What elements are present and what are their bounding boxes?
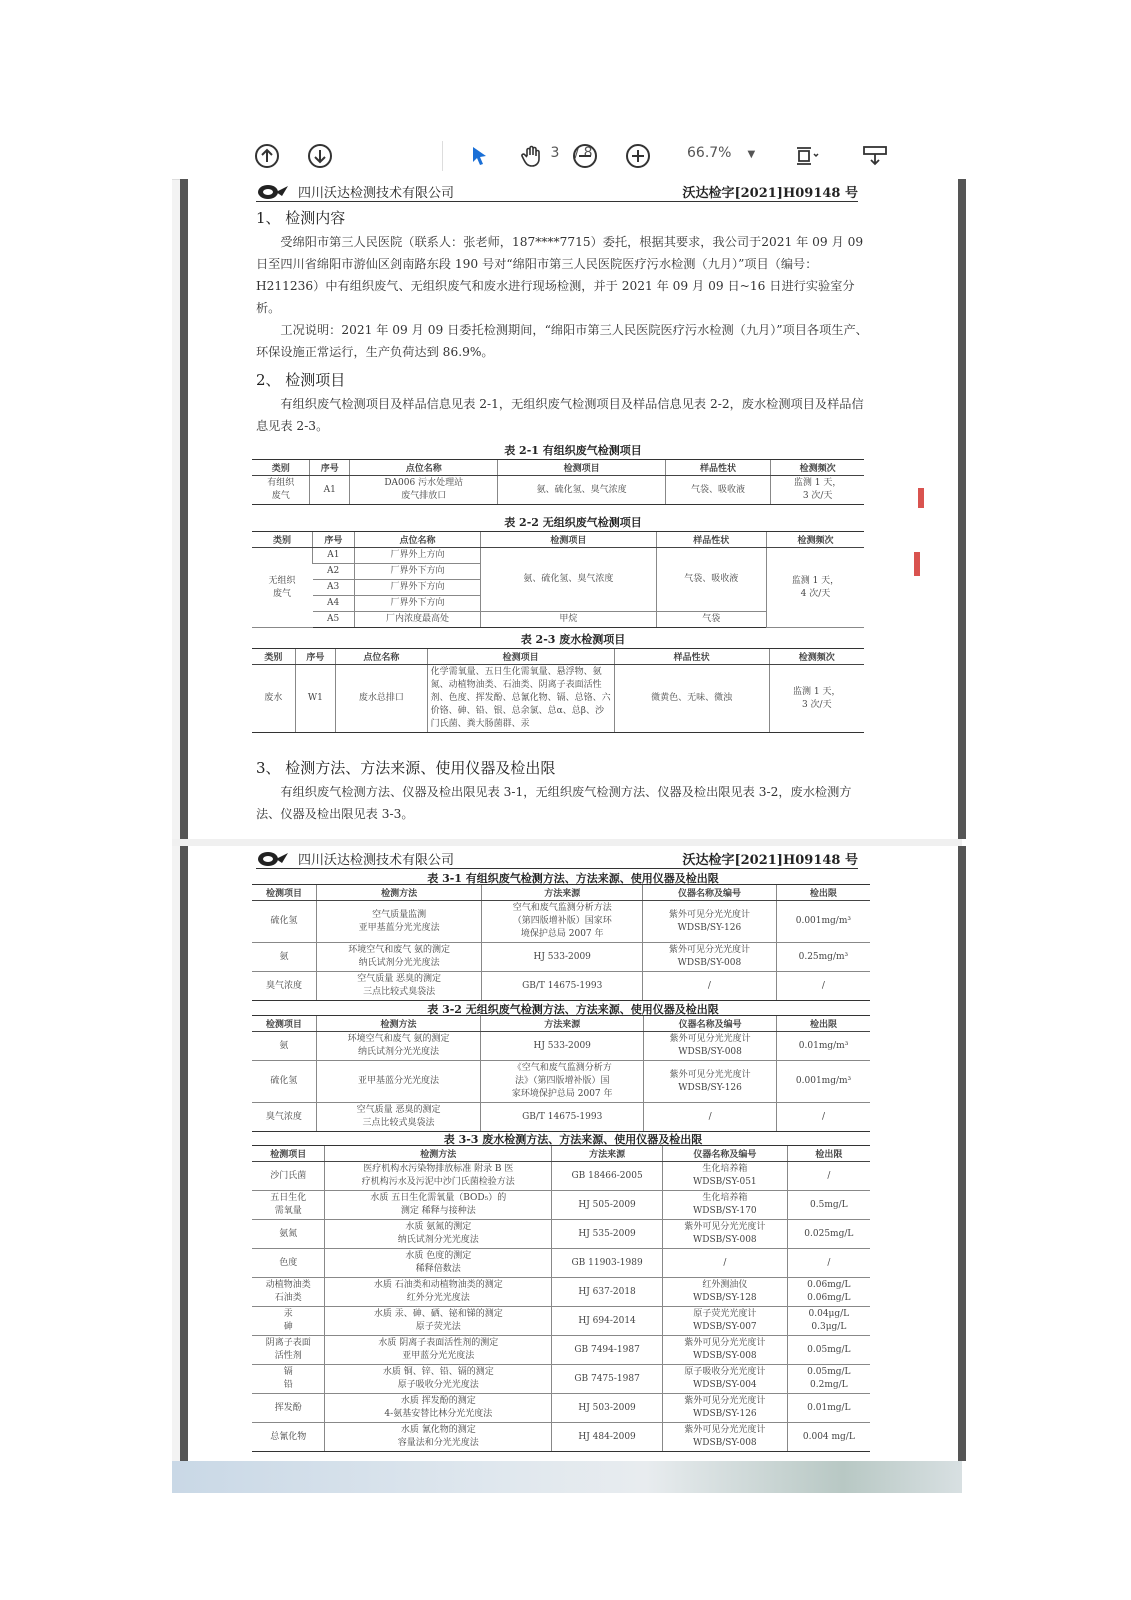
table-cell: / (776, 972, 870, 1001)
report-number: 沃达检字[2021]H09148 号 (682, 186, 858, 201)
table-row (252, 1103, 870, 1132)
page-total: / 8 (574, 145, 593, 161)
table-cell: 水质 石油类和动植物油类的测定 红外分光光度法 (325, 1278, 552, 1307)
table-cell: 微黄色、无味、微浊 (614, 665, 769, 733)
table-row (252, 1278, 870, 1307)
table-cell: 水质 铜、锌、铅、镉的测定 原子吸收分光光度法 (325, 1365, 552, 1394)
table-cell: 亚甲基蓝分光光度法 (316, 1061, 481, 1103)
table-cell: 废水 (252, 665, 295, 733)
table-header: 检测方法 (316, 1016, 481, 1032)
table-cell: 氨、硫化氢、臭气浓度 (481, 548, 656, 612)
table-header: 方法来源 (552, 1146, 663, 1162)
report-number: 沃达检字[2021]H09148 号 (682, 853, 858, 868)
table-row (252, 1162, 870, 1191)
section-title: 2、 检测项目 (256, 371, 346, 389)
table-cell: 氨、硫化氢、臭气浓度 (498, 476, 666, 505)
table-cell: 水质 阴离子表面活性剂的测定 亚甲蓝分光光度法 (325, 1336, 552, 1365)
table-row (252, 943, 870, 972)
table-cell: 0.004 mg/L (787, 1423, 870, 1452)
table-cell: 气袋、吸收液 (656, 548, 766, 612)
paragraph: 有组织废气检测方法、仪器及检出限见表 3-1，无组织废气检测方法、仪器及检出限见表 3-2，废水检测方法、仪器及检出限见表 3-3。 (256, 785, 852, 821)
table-cell: A5 (313, 612, 355, 628)
table-cell: 水质 氰化物的测定 容量法和分光光度法 (325, 1423, 552, 1452)
table-cell: HJ 694-2014 (552, 1307, 663, 1336)
zoom-select[interactable] (687, 145, 755, 161)
table-header: 仪器名称及编号 (663, 1146, 788, 1162)
table-cell: 总氰化物 (252, 1423, 325, 1452)
table-header: 方法来源 (482, 885, 643, 901)
document-page (180, 179, 966, 839)
table-header: 类别 (252, 460, 310, 476)
table-cell: 紫外可见分光光度计 WDSB/SY-008 (644, 1032, 777, 1061)
table-cell: / (663, 1249, 788, 1278)
zoom-out-button[interactable] (570, 141, 600, 171)
table-header: 类别 (252, 532, 313, 548)
paragraph: 有组织废气检测项目及样品信息见表 2-1，无组织废气检测项目及样品信息见表 2-2，废水检测项目及样品信息见表 2-3。 (256, 397, 864, 433)
table-row (252, 548, 864, 564)
table-cell: 0.04μg/L 0.3μg/L (787, 1307, 870, 1336)
table-cell: 氨氮 (252, 1220, 325, 1249)
company-logo-icon (256, 183, 290, 201)
table-2-2 (252, 531, 864, 628)
table-cell: GB 7494-1987 (552, 1336, 663, 1365)
table-header: 检测频次 (766, 532, 864, 548)
table-cell: 水质 五日生化需氧量（BOD₅）的 测定 稀释与接种法 (325, 1191, 552, 1220)
paragraph: 受绵阳市第三人民医院（联系人：张老师，187****7715）委托，根据其要求，我公司于2021 年 09 月 09 日至四川省绵阳市游仙区剑南路东段 190 号对“绵阳市第三人民医院医疗污水检测（九月）”项目（编号：H211236）中有组织废气、无组织废气和废水进行现场检测，并于 2021 年 09 月 09 日~16 日进行实验室分析。 (256, 235, 864, 315)
table-row (252, 1394, 870, 1423)
background-image-strip (172, 1461, 962, 1493)
table-cell: 紫外可见分光光度计 WDSB/SY-008 (643, 943, 777, 972)
section-title: 3、 检测方法、方法来源、使用仪器及检出限 (256, 759, 556, 777)
table-cell: 0.5mg/L (787, 1191, 870, 1220)
table-cell: 空气质量 恶臭的测定 三点比较式臭袋法 (316, 1103, 481, 1132)
zoom-in-button[interactable] (623, 141, 653, 171)
table-cell: 镉 铅 (252, 1365, 325, 1394)
table-row (252, 901, 870, 943)
table-cell: 0.05mg/L 0.2mg/L (787, 1365, 870, 1394)
table-cell: 空气质量监测 亚甲基蓝分光光度法 (317, 901, 482, 943)
table-row (252, 1249, 870, 1278)
table-cell: 原子荧光光度计 WDSB/SY-007 (663, 1307, 788, 1336)
table-cell: 有组织 废气 (252, 476, 310, 505)
previous-page-button[interactable] (252, 141, 282, 171)
table-cell: 医疗机构水污染物排放标准 附录 B 医 疗机构污水及污泥中沙门氏菌检验方法 (325, 1162, 552, 1191)
table-cell: 水质 色度的测定 稀释倍数法 (325, 1249, 552, 1278)
table-cell: 氨 (252, 1032, 316, 1061)
table-caption: 表 2-1 有组织废气检测项目 (504, 444, 642, 457)
table-cell: 阴离子表面 活性剂 (252, 1336, 325, 1365)
table-row (252, 1307, 870, 1336)
page-number-input[interactable]: 3 (550, 145, 560, 161)
table-caption: 表 3-2 无组织废气检测方法、方法来源、使用仪器及检出限 (427, 1003, 719, 1016)
table-caption: 表 2-3 废水检测项目 (520, 633, 626, 646)
table-cell: 厂界外上方向 (354, 548, 481, 564)
table-cell: 空气质量 恶臭的测定 三点比较式臭袋法 (317, 972, 482, 1001)
table-header: 检测项目 (427, 649, 614, 665)
table-header: 检测频次 (769, 649, 864, 665)
table-cell: GB 7475-1987 (552, 1365, 663, 1394)
table-header: 仪器名称及编号 (644, 1016, 777, 1032)
table-row (252, 1336, 870, 1365)
table-cell: HJ 535-2009 (552, 1220, 663, 1249)
table-cell: 厂界外下方向 (354, 564, 481, 580)
table-row (252, 972, 870, 1001)
table-caption: 表 3-1 有组织废气检测方法、方法来源、使用仪器及检出限 (427, 872, 719, 885)
page-header (256, 179, 858, 202)
table-cell: 废水总排口 (336, 665, 428, 733)
arrow-up-circle-icon (254, 143, 280, 169)
table-header: 点位名称 (354, 532, 481, 548)
table-header: 序号 (295, 649, 336, 665)
viewer-toolbar (172, 133, 962, 180)
table-cell: HJ 503-2009 (552, 1394, 663, 1423)
table-cell: 厂内浓度最高处 (354, 612, 481, 628)
table-cell: A2 (313, 564, 355, 580)
table-cell: A1 (313, 548, 355, 564)
table-header: 检测方法 (325, 1146, 552, 1162)
table-header: 样品性状 (665, 460, 770, 476)
table-cell: HJ 484-2009 (552, 1423, 663, 1452)
table-cell: GB/T 14675-1993 (482, 972, 643, 1001)
zoom-level: 66.7% (687, 145, 732, 161)
table-cell: 紫外可见分光光度计 WDSB/SY-126 (663, 1394, 788, 1423)
download-button[interactable] (860, 141, 890, 171)
table-header: 检测项目 (252, 1016, 316, 1032)
table-caption: 表 3-3 废水检测方法、方法来源、使用仪器及检出限 (443, 1133, 703, 1146)
table-row (252, 1061, 870, 1103)
table-2-1 (252, 459, 864, 505)
table-cell: 0.25mg/m³ (776, 943, 870, 972)
plus-circle-icon (625, 143, 651, 169)
table-cell: 厂界外下方向 (354, 596, 481, 612)
table-cell: 甲烷 (481, 612, 656, 628)
table-cell: 氨 (252, 943, 317, 972)
table-cell: GB 11903-1989 (552, 1249, 663, 1278)
table-cell: 空气和废气监测分析方法 （第四版增补版）国家环 境保护总局 2007 年 (482, 901, 643, 943)
table-cell: HJ 533-2009 (481, 1032, 644, 1061)
table-row (252, 1220, 870, 1249)
table-cell: 硫化氢 (252, 1061, 316, 1103)
table-header: 序号 (310, 460, 350, 476)
table-cell: 紫外可见分光光度计 WDSB/SY-126 (644, 1061, 777, 1103)
cursor-arrow-icon (466, 143, 492, 169)
table-cell: 0.05mg/L (787, 1336, 870, 1365)
table-cell: 红外测油仪 WDSB/SY-128 (663, 1278, 788, 1307)
table-cell: 《空气和废气监测分析方 法》（第四版增补版）国 家环境保护总局 2007 年 (481, 1061, 644, 1103)
table-cell: HJ 533-2009 (482, 943, 643, 972)
table-cell: 监测 1 天， 3 次/天 (771, 476, 864, 505)
table-cell: / (787, 1162, 870, 1191)
table-row (252, 665, 864, 733)
table-cell: 紫外可见分光光度计 WDSB/SY-008 (663, 1220, 788, 1249)
table-cell: 动植物油类 石油类 (252, 1278, 325, 1307)
table-cell: 硫化氢 (252, 901, 317, 943)
table-header: 检测方法 (317, 885, 482, 901)
table-cell: 化学需氧量、五日生化需氧量、悬浮物、氨氮、动植物油类、石油类、阴离子表面活性剂、色度、挥发酚、总氰化物、镉、总铬、六价铬、砷、铅、银、总余氯、总α、总β、沙门氏菌、粪大肠菌群、汞 (427, 665, 614, 733)
company-logo-icon (256, 850, 290, 868)
table-cell: 生化培养箱 WDSB/SY-051 (663, 1162, 788, 1191)
table-cell: DA006 污水处理站 废气排放口 (350, 476, 498, 505)
section-title: 1、 检测内容 (256, 209, 346, 227)
table-cell: 水质 挥发酚的测定 4-氨基安替比林分光光度法 (325, 1394, 552, 1423)
table-caption: 表 2-2 无组织废气检测项目 (504, 516, 642, 529)
table-cell: GB 18466-2005 (552, 1162, 663, 1191)
company-name: 四川沃达检测技术有限公司 (298, 186, 455, 201)
table-cell: 水质 氨氮的测定 纳氏试剂分光光度法 (325, 1220, 552, 1249)
table-cell: 0.025mg/L (787, 1220, 870, 1249)
table-cell: 紫外可见分光光度计 WDSB/SY-008 (663, 1336, 788, 1365)
next-page-button[interactable] (305, 141, 335, 171)
table-header: 检测频次 (771, 460, 864, 476)
table-header: 检测项目 (252, 1146, 325, 1162)
table-cell: 0.001mg/m³ (777, 1061, 870, 1103)
table-header: 方法来源 (481, 1016, 644, 1032)
download-icon (862, 143, 888, 169)
chevron-down-icon: ▼ (747, 149, 756, 160)
table-cell: 紫外可见分光光度计 WDSB/SY-008 (663, 1423, 788, 1452)
table-cell: 监测 1 天， 4 次/天 (766, 548, 864, 628)
table-cell: / (644, 1103, 777, 1132)
table-header: 样品性状 (614, 649, 769, 665)
table-cell: 0.01mg/m³ (777, 1032, 870, 1061)
table-cell: A1 (310, 476, 350, 505)
table-cell: GB/T 14675-1993 (481, 1103, 644, 1132)
page-fit-icon (794, 143, 820, 169)
company-name: 四川沃达检测技术有限公司 (298, 853, 455, 868)
table-cell: 环境空气和废气 氨的测定 纳氏试剂分光光度法 (317, 943, 482, 972)
table-cell: 0.06mg/L 0.06mg/L (787, 1278, 870, 1307)
table-cell: 厂界外下方向 (354, 580, 481, 596)
table-header: 仪器名称及编号 (643, 885, 777, 901)
arrow-down-circle-icon (307, 143, 333, 169)
table-cell: 汞 砷 (252, 1307, 325, 1336)
table-header: 样品性状 (656, 532, 766, 548)
table-header: 点位名称 (350, 460, 498, 476)
table-cell: 无组织 废气 (252, 548, 313, 628)
table-cell: / (787, 1249, 870, 1278)
table-cell: 臭气浓度 (252, 972, 317, 1001)
table-header: 检出限 (777, 1016, 870, 1032)
toolbar-divider (442, 141, 443, 171)
select-tool-button[interactable] (464, 141, 494, 171)
table-cell: 紫外可见分光光度计 WDSB/SY-126 (643, 901, 777, 943)
table-cell: 原子吸收分光光度计 WDSB/SY-004 (663, 1365, 788, 1394)
table-cell: 色度 (252, 1249, 325, 1278)
table-3-1 (252, 884, 870, 1001)
table-3-3 (252, 1145, 870, 1452)
table-cell: 0.001mg/m³ (776, 901, 870, 943)
table-cell: 0.01mg/L (787, 1394, 870, 1423)
table-header: 检测项目 (498, 460, 666, 476)
table-cell: 气袋 (656, 612, 766, 628)
stamp-mark (918, 488, 924, 508)
page-header (256, 846, 858, 869)
table-header: 点位名称 (336, 649, 428, 665)
table-cell: W1 (295, 665, 336, 733)
table-cell: 臭气浓度 (252, 1103, 316, 1132)
table-cell: HJ 505-2009 (552, 1191, 663, 1220)
table-cell: HJ 637-2018 (552, 1278, 663, 1307)
table-cell: / (643, 972, 777, 1001)
table-row (252, 1191, 870, 1220)
hand-tool-button[interactable] (517, 141, 547, 171)
table-header: 类别 (252, 649, 295, 665)
table-cell: 生化培养箱 WDSB/SY-170 (663, 1191, 788, 1220)
table-header: 序号 (313, 532, 355, 548)
table-header: 检测项目 (481, 532, 656, 548)
table-row (252, 1032, 870, 1061)
table-cell: 五日生化 需氧量 (252, 1191, 325, 1220)
document-page (180, 846, 966, 1461)
table-cell: 挥发酚 (252, 1394, 325, 1423)
table-cell: A4 (313, 596, 355, 612)
table-header: 检出限 (787, 1146, 870, 1162)
table-cell: 沙门氏菌 (252, 1162, 325, 1191)
table-header: 检测项目 (252, 885, 317, 901)
table-cell: 水质 汞、砷、硒、铋和锑的测定 原子荧光法 (325, 1307, 552, 1336)
minus-circle-icon (572, 143, 598, 169)
hand-icon (519, 143, 545, 169)
table-cell: A3 (313, 580, 355, 596)
page-fit-button[interactable] (792, 141, 822, 171)
table-cell: 监测 1 天， 3 次/天 (769, 665, 864, 733)
table-3-2 (252, 1015, 870, 1132)
stamp-mark (914, 552, 920, 576)
page-gap (172, 839, 962, 846)
table-cell: 气袋、吸收液 (665, 476, 770, 505)
table-header: 检出限 (776, 885, 870, 901)
table-2-3 (252, 648, 864, 733)
table-row (252, 1365, 870, 1394)
table-cell: 环境空气和废气 氨的测定 纳氏试剂分光光度法 (316, 1032, 481, 1061)
table-row (252, 476, 864, 505)
table-cell: / (777, 1103, 870, 1132)
table-row (252, 1423, 870, 1452)
paragraph: 工况说明：2021 年 09 月 09 日委托检测期间，“绵阳市第三人民医院医疗污水检测（九月）”项目各项生产、环保设施正常运行，生产负荷达到 86.9%。 (256, 323, 868, 359)
